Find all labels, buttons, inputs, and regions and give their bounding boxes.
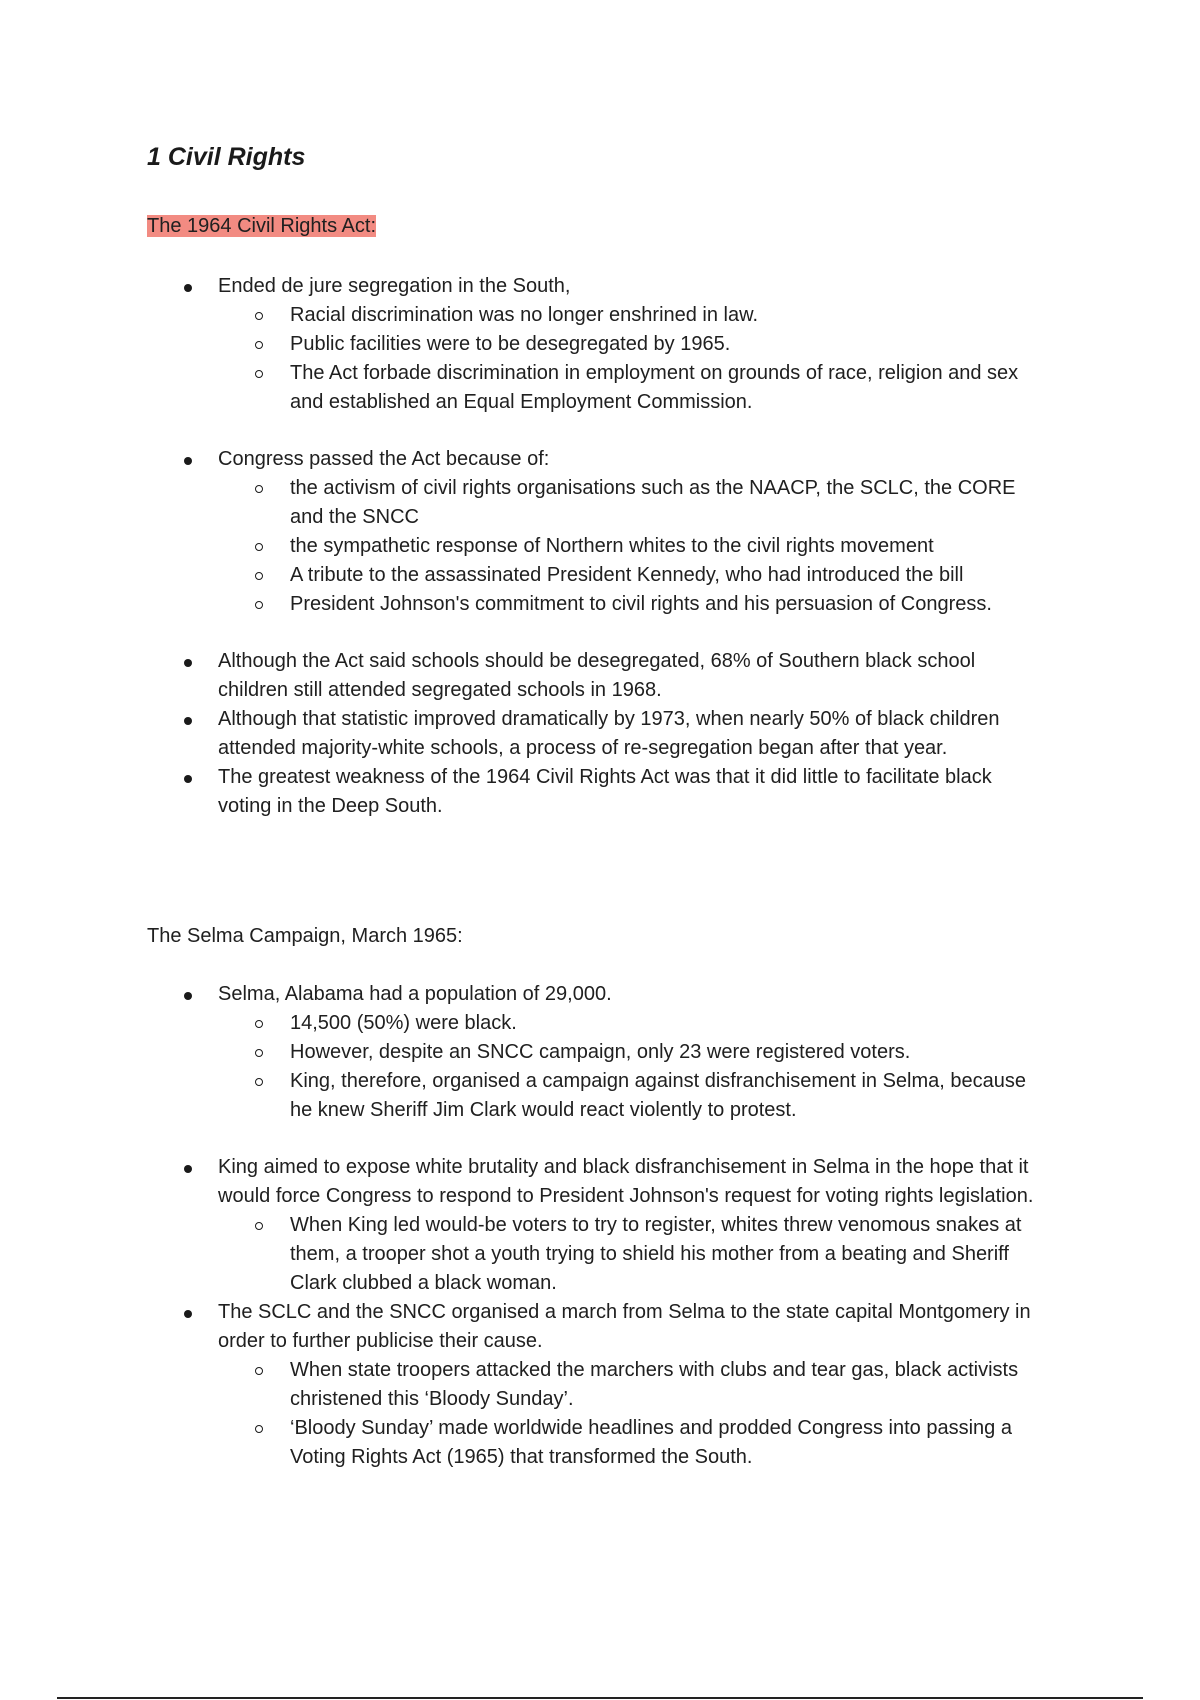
hollow-bullet-icon (255, 1367, 263, 1375)
hollow-bullet-icon (255, 601, 263, 609)
sub-bullet-list (218, 301, 1047, 417)
sub-list-item-text: Public facilities were to be desegregated by 1965. (290, 333, 731, 355)
sub-list-item-text: President Johnson's commitment to civil rights and his persuasion of Congress. (290, 593, 992, 615)
sub-list-item-text: King, therefore, organised a campaign against disfranchisement in Selma, because he knew Sheriff Jim Clark would react violently to protest. (290, 1070, 1026, 1121)
sub-list-item (218, 1211, 1047, 1298)
sub-list-item-text: ‘Bloody Sunday’ made worldwide headlines and prodded Congress into passing a Voting Rights Act (1965) that transformed the South. (290, 1417, 1012, 1468)
hollow-bullet-icon (255, 370, 263, 378)
section-civil-rights-act-list (147, 272, 1047, 821)
bullet-list (147, 445, 1047, 619)
hollow-bullet-icon (255, 485, 263, 493)
bullet-list (147, 980, 1047, 1125)
sub-list-item (218, 561, 1047, 590)
list-item (147, 1153, 1047, 1298)
filled-bullet-icon (184, 659, 192, 667)
list-item-text: The greatest weakness of the 1964 Civil Rights Act was that it did little to facilitate black voting in the Deep South. (218, 766, 992, 817)
list-item (147, 763, 1047, 821)
sub-list-item-text: When state troopers attacked the marchers with clubs and tear gas, black activists christened this ‘Bloody Sunday’. (290, 1359, 1019, 1410)
filled-bullet-icon (184, 775, 192, 783)
list-item-text: Although the Act said schools should be desegregated, 68% of Southern black school children still attended segregated schools in 1968. (218, 650, 976, 701)
sub-list-item (218, 1067, 1047, 1125)
list-item (147, 272, 1047, 417)
sub-list-item-text: A tribute to the assassinated President Kennedy, who had introduced the bill (290, 564, 964, 586)
filled-bullet-icon (184, 457, 192, 465)
hollow-bullet-icon (255, 1425, 263, 1433)
highlighted-heading-text: The 1964 Civil Rights Act: (147, 215, 376, 237)
list-item-text: Ended de jure segregation in the South, (218, 275, 571, 297)
hollow-bullet-icon (255, 1222, 263, 1230)
sub-list-item (218, 1356, 1047, 1414)
hollow-bullet-icon (255, 543, 263, 551)
hollow-bullet-icon (255, 1049, 263, 1057)
filled-bullet-icon (184, 284, 192, 292)
sub-list-item (218, 532, 1047, 561)
hollow-bullet-icon (255, 341, 263, 349)
hollow-bullet-icon (255, 572, 263, 580)
sub-bullet-list (218, 1211, 1047, 1298)
group-spacer (147, 1125, 1047, 1153)
sub-list-item (218, 330, 1047, 359)
page-bottom-rule (57, 1697, 1143, 1699)
hollow-bullet-icon (255, 1020, 263, 1028)
sub-list-item-text: the activism of civil rights organisations such as the NAACP, the SCLC, the CORE and the SNCC (290, 477, 1016, 528)
sub-list-item (218, 590, 1047, 619)
list-item (147, 705, 1047, 763)
sub-list-item (218, 301, 1047, 330)
group-spacer (147, 417, 1047, 445)
page-title: 1 Civil Rights (147, 143, 306, 171)
bullet-list (147, 1153, 1047, 1472)
list-item (147, 647, 1047, 705)
hollow-bullet-icon (255, 312, 263, 320)
sub-list-item-text: the sympathetic response of Northern whites to the civil rights movement (290, 535, 934, 557)
sub-list-item (218, 1038, 1047, 1067)
bullet-list (147, 647, 1047, 821)
list-item-text: Selma, Alabama had a population of 29,000. (218, 983, 612, 1005)
sub-bullet-list (218, 1356, 1047, 1472)
section-heading-selma: The Selma Campaign, March 1965: (147, 925, 463, 947)
sub-list-item (218, 1414, 1047, 1472)
filled-bullet-icon (184, 717, 192, 725)
sub-list-item-text: However, despite an SNCC campaign, only 23 were registered voters. (290, 1041, 911, 1063)
list-item (147, 1298, 1047, 1472)
filled-bullet-icon (184, 1310, 192, 1318)
sub-bullet-list (218, 1009, 1047, 1125)
list-item-text: Congress passed the Act because of: (218, 448, 550, 470)
sub-list-item (218, 359, 1047, 417)
sub-list-item-text: Racial discrimination was no longer enshrined in law. (290, 304, 759, 326)
hollow-bullet-icon (255, 1078, 263, 1086)
section-heading-civil-rights-act (147, 212, 376, 240)
bullet-list (147, 272, 1047, 417)
list-item (147, 445, 1047, 619)
filled-bullet-icon (184, 1165, 192, 1173)
sub-list-item-text: When King led would-be voters to try to register, whites threw venomous snakes at them, a trooper shot a youth trying to shield his mother from a beating and Sheriff Clark clubbed a black woman. (290, 1214, 1022, 1294)
section-selma-list (147, 980, 1047, 1472)
sub-list-item (218, 1009, 1047, 1038)
sub-list-item-text: 14,500 (50%) were black. (290, 1012, 517, 1034)
list-item-text: The SCLC and the SNCC organised a march from Selma to the state capital Montgomery in order to further publicise their cause. (218, 1301, 1031, 1352)
list-item-text: Although that statistic improved dramatically by 1973, when nearly 50% of black children attended majority-white schools, a process of re-segregation began after that year. (218, 708, 1000, 759)
filled-bullet-icon (184, 992, 192, 1000)
group-spacer (147, 619, 1047, 647)
sub-bullet-list (218, 474, 1047, 619)
list-item (147, 980, 1047, 1125)
sub-list-item (218, 474, 1047, 532)
list-item-text: King aimed to expose white brutality and black disfranchisement in Selma in the hope that it would force Congress to respond to President Johnson's request for voting rights legislation. (218, 1156, 1034, 1207)
sub-list-item-text: The Act forbade discrimination in employment on grounds of race, religion and sex and established an Equal Employment Commission. (290, 362, 1019, 413)
